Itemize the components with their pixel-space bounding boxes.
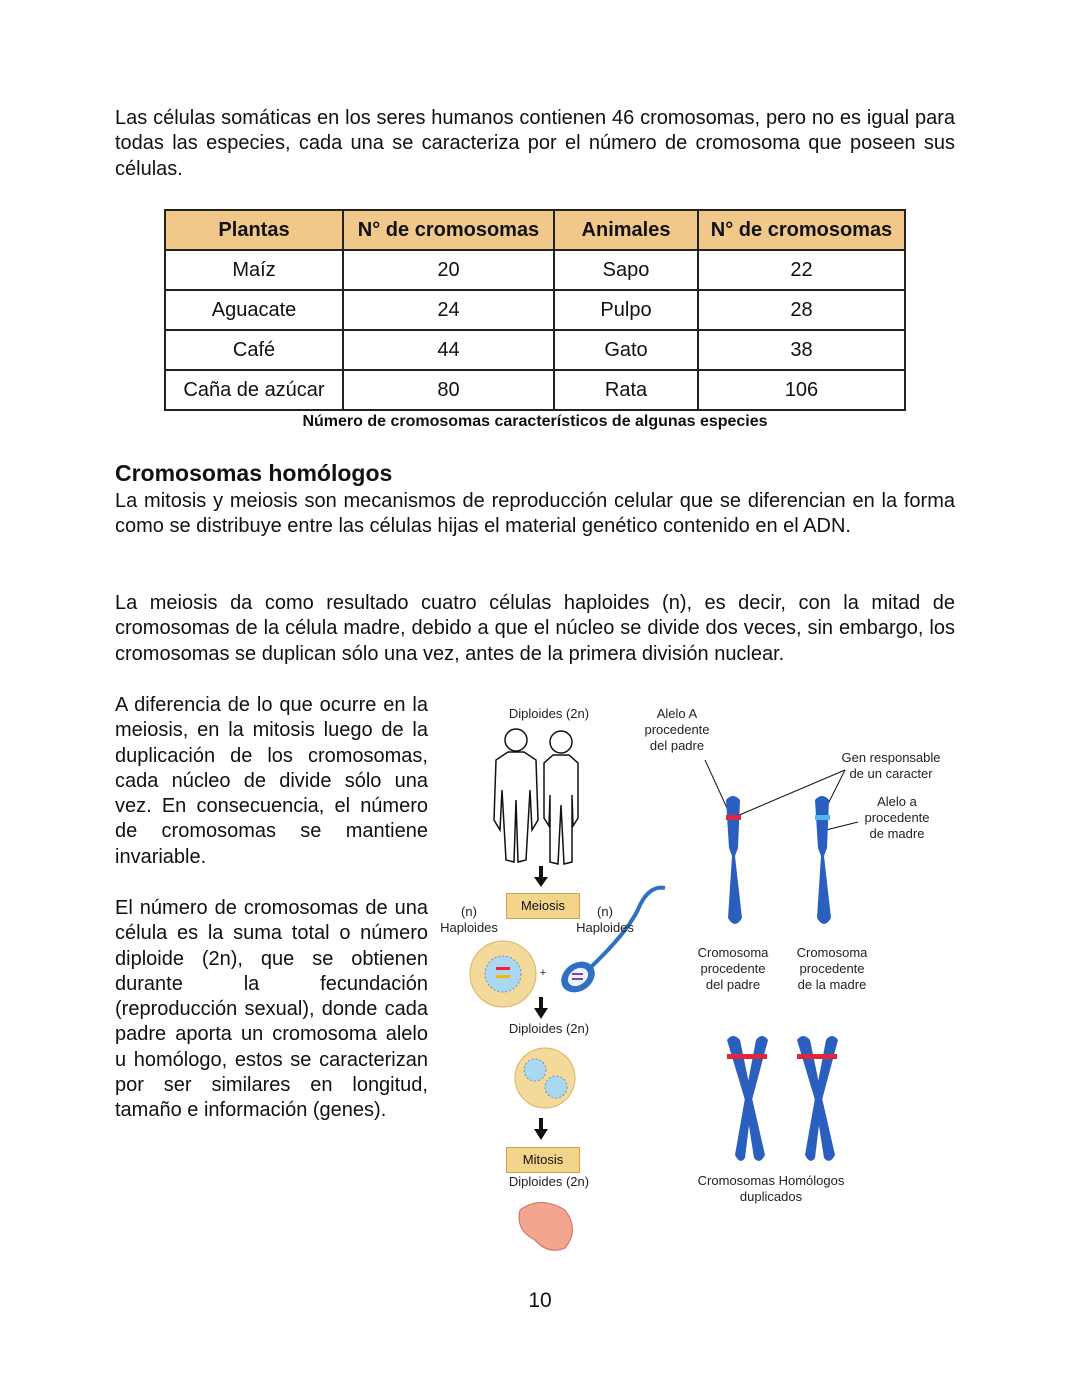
header-plantas: Plantas: [165, 210, 343, 250]
header-n-plantas: N° de cromosomas: [343, 210, 554, 250]
zygote-icon: [515, 1048, 575, 1108]
cell: 106: [698, 370, 905, 410]
plus-sign: +: [539, 967, 547, 979]
paragraph-mitosis-meiosis: La mitosis y meiosis son mecanismos de reproducción celular que se diferencian en la forma como se distribuye entre las células hijas el material genético contenido en el ADN.: [115, 490, 955, 538]
cell: 80: [343, 370, 554, 410]
label-alelo-a: [864, 794, 929, 842]
label-alelo-A: [644, 706, 709, 754]
text: Cromosoma: [796, 945, 868, 960]
text: de un caracter: [849, 766, 933, 781]
text: Alelo A: [656, 706, 698, 721]
cell: Gato: [554, 330, 698, 370]
meiosis-box: Meiosis: [506, 893, 580, 919]
cell: 24: [343, 290, 554, 330]
text: procedente: [644, 722, 710, 737]
arrow-icon: [534, 1118, 548, 1140]
text: procedente: [799, 961, 865, 976]
cell: Pulpo: [554, 290, 698, 330]
label-haploides: Haploides: [440, 920, 498, 935]
intro-paragraph: Las células somáticas en los seres humanos contienen 46 cromosomas, pero no es igual para todas las especies, cada una se caracteriza por el número de cromosoma que poseen sus células.: [115, 107, 955, 180]
text: de la madre: [797, 977, 867, 992]
text: Alelo a: [877, 794, 917, 809]
page-number: 10: [528, 1289, 552, 1312]
cell: Caña de azúcar: [165, 370, 343, 410]
duplicated-chromosome-icon: [727, 1036, 768, 1161]
cell: Aguacate: [165, 290, 343, 330]
header-animales: Animales: [554, 210, 698, 250]
cell: Sapo: [554, 250, 698, 290]
arrow-icon: [534, 866, 548, 887]
cell: 20: [343, 250, 554, 290]
cell: 22: [698, 250, 905, 290]
text: procedente: [700, 961, 766, 976]
human-silhouettes-icon: [494, 729, 578, 864]
section-heading: Cromosomas homólogos: [115, 460, 393, 486]
cell: 28: [698, 290, 905, 330]
text: procedente: [864, 810, 930, 825]
paragraph-meiosis: La meiosis da como resultado cuatro células haploides (n), es decir, con la mitad de cromosomas de la célula madre, debido a que el núcleo se divide dos veces, sin embargo, los cromosomas se duplican sólo una vez, antes de la primera división nuclear.: [115, 592, 955, 665]
text: Cromosoma: [697, 945, 769, 960]
text: duplicados: [739, 1189, 803, 1204]
label-homologos: [698, 1173, 845, 1205]
cell: Rata: [554, 370, 698, 410]
label-n: [440, 904, 498, 936]
egg-cell-icon: [470, 941, 536, 1007]
chromosome-mother-icon: [815, 796, 831, 924]
label-cromosoma-padre: [698, 945, 769, 993]
header-n-animales: N° de cromosomas: [698, 210, 905, 250]
label-cromosoma-madre: [797, 945, 868, 993]
label-n: [576, 904, 634, 936]
paragraph-mitosis: A diferencia de lo que ocurre en la meiosis, en la mitosis luego de la duplicación de los cromosomas, cada núcleo de divide sólo una vez. En consecuencia, el número de cromosomas se mantiene invariable.: [115, 694, 428, 868]
text: Cromosomas Homólogos: [697, 1173, 845, 1188]
text: Gen responsable: [841, 750, 941, 765]
cell: Maíz: [165, 250, 343, 290]
cell: Café: [165, 330, 343, 370]
label-diploides: Diploides (2n): [508, 1021, 590, 1036]
cell: 44: [343, 330, 554, 370]
label-diploides: Diploides (2n): [508, 1174, 590, 1189]
cell: 38: [698, 330, 905, 370]
arrow-icon: [534, 997, 548, 1019]
duplicated-chromosome-icon: [797, 1036, 838, 1161]
label-n-text: (n): [461, 904, 477, 919]
label-haploides: Haploides: [576, 920, 634, 935]
label-gen: [841, 750, 940, 782]
chromosome-father-icon: [726, 796, 742, 924]
embryo-icon: [519, 1203, 573, 1251]
text: del padre: [705, 977, 761, 992]
table-caption: Número de cromosomas característicos de algunas especies: [302, 413, 768, 430]
mitosis-box: Mitosis: [506, 1147, 580, 1173]
text: del padre: [649, 738, 705, 753]
text: de madre: [869, 826, 925, 841]
paragraph-diploid: El número de cromosomas de una célula es la suma total o número diploide (2n), que se obtienen durante la fecundación (reproducción sexual), donde cada padre aporta un cromosoma alelo u homólogo, estos se caracterizan por ser similares en longitud, tamaño e información (genes).: [115, 897, 428, 1122]
label-diploides: Diploides (2n): [508, 706, 590, 721]
label-n-text: (n): [597, 904, 613, 919]
